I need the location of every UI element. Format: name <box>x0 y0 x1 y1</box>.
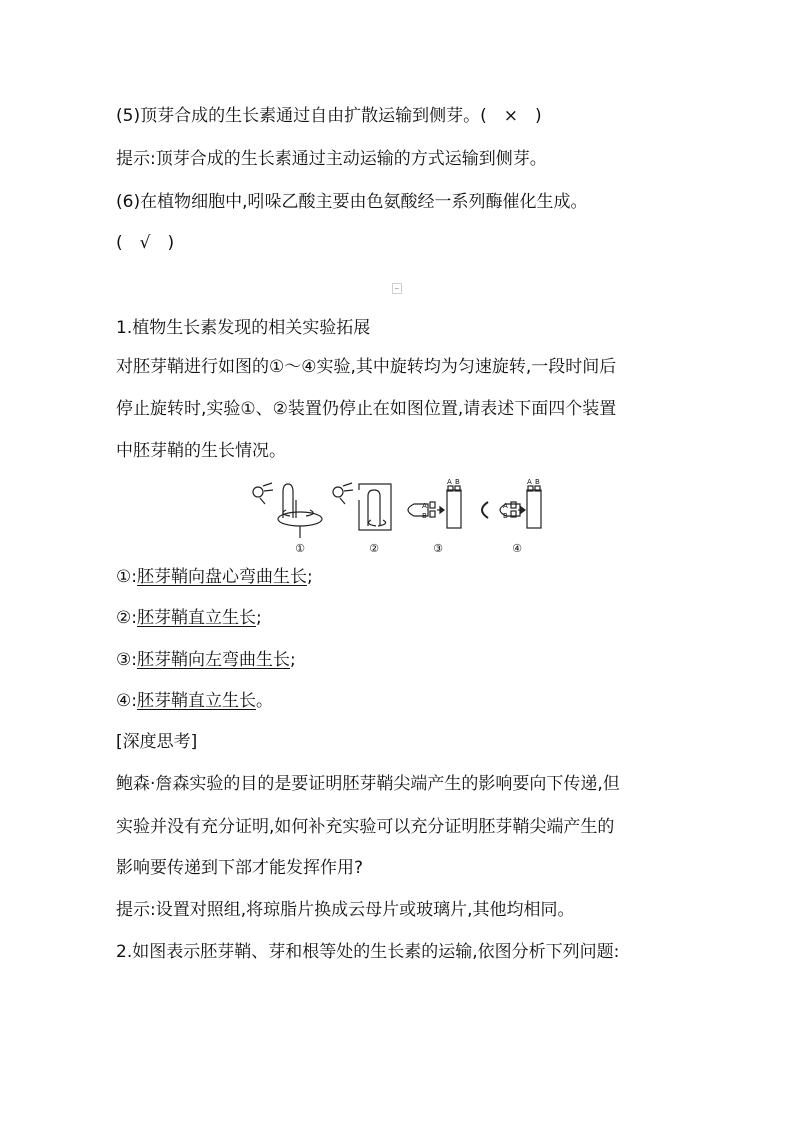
setup-2 <box>333 483 391 530</box>
setup-3-block-a: A <box>422 502 427 510</box>
section-1-paragraph-line-1: 对胚芽鞘进行如图的①～④实验,其中旋转均为匀速旋转,一段时间后 <box>116 357 617 377</box>
deep-thinking-line-3: 影响要传递到下部才能发挥作用? <box>116 858 364 878</box>
answer-4-label: ④: <box>116 691 137 711</box>
section-1-title: 1.植物生长素发现的相关实验拓展 <box>116 318 371 338</box>
answer-3 <box>116 648 296 672</box>
setup-3 <box>408 486 461 528</box>
experiment-figure <box>0 470 794 560</box>
setup-label-3: ③ <box>433 542 443 555</box>
question-6-answer: ( √ ) <box>116 233 175 253</box>
setup-4-block-a-top: A <box>527 478 532 486</box>
answer-3-end: ; <box>289 650 296 670</box>
section-1-paragraph-line-2: 停止旋转时,实验①、②装置仍停止在如图位置,请表述下面四个装置 <box>116 399 617 419</box>
section-1-paragraph-line-3: 中胚芽鞘的生长情况。 <box>116 441 286 461</box>
setup-4 <box>482 486 541 528</box>
setup-1 <box>253 483 322 538</box>
answer-2 <box>116 606 262 630</box>
answer-2-end: ; <box>255 608 262 628</box>
answer-3-text: 胚芽鞘向左弯曲生长 <box>136 650 290 670</box>
answer-2-label: ②: <box>116 608 137 628</box>
question-5-hint: 提示:顶芽合成的生长素通过主动运输的方式运输到侧芽。 <box>116 149 547 169</box>
setup-3-block-b: B <box>422 512 427 520</box>
deep-thinking-line-1: 鲍森·詹森实验的目的是要证明胚芽鞘尖端产生的影响要向下传递,但 <box>116 774 620 794</box>
answer-1-end: ; <box>306 567 313 587</box>
answer-1 <box>116 565 313 589</box>
setup-label-4: ④ <box>512 542 522 555</box>
answer-1-label: ①: <box>116 567 137 587</box>
question-5: (5)顶芽合成的生长素通过自由扩散运输到侧芽。( × ) <box>116 106 542 126</box>
deep-thinking-line-2: 实验并没有充分证明,如何补充实验可以充分证明胚芽鞘尖端产生的 <box>116 817 615 837</box>
setup-label-2: ② <box>369 542 379 555</box>
placeholder-image-icon <box>392 283 402 294</box>
setup-label-1: ① <box>295 542 305 555</box>
answer-4 <box>116 689 273 713</box>
answer-2-text: 胚芽鞘直立生长 <box>136 608 256 628</box>
question-6: (6)在植物细胞中,吲哚乙酸主要由色氨酸经一系列酶催化生成。 <box>116 192 588 212</box>
deep-thinking-heading: [深度思考] <box>116 732 198 752</box>
answer-4-text: 胚芽鞘直立生长 <box>136 691 256 711</box>
answer-3-label: ③: <box>116 650 137 670</box>
setup-3-block-b-top: B <box>455 478 460 486</box>
answer-1-text: 胚芽鞘向盘心弯曲生长 <box>136 567 307 587</box>
deep-thinking-hint: 提示:设置对照组,将琼脂片换成云母片或玻璃片,其他均相同。 <box>116 900 575 920</box>
answer-4-end: 。 <box>255 691 273 711</box>
setup-4-block-b: B <box>503 512 508 520</box>
setup-4-block-b-top: B <box>535 478 540 486</box>
section-2-title: 2.如图表示胚芽鞘、芽和根等处的生长素的运输,依图分析下列问题: <box>116 942 620 962</box>
setup-3-block-a-top: A <box>447 478 452 486</box>
setup-4-block-a: A <box>503 502 508 510</box>
